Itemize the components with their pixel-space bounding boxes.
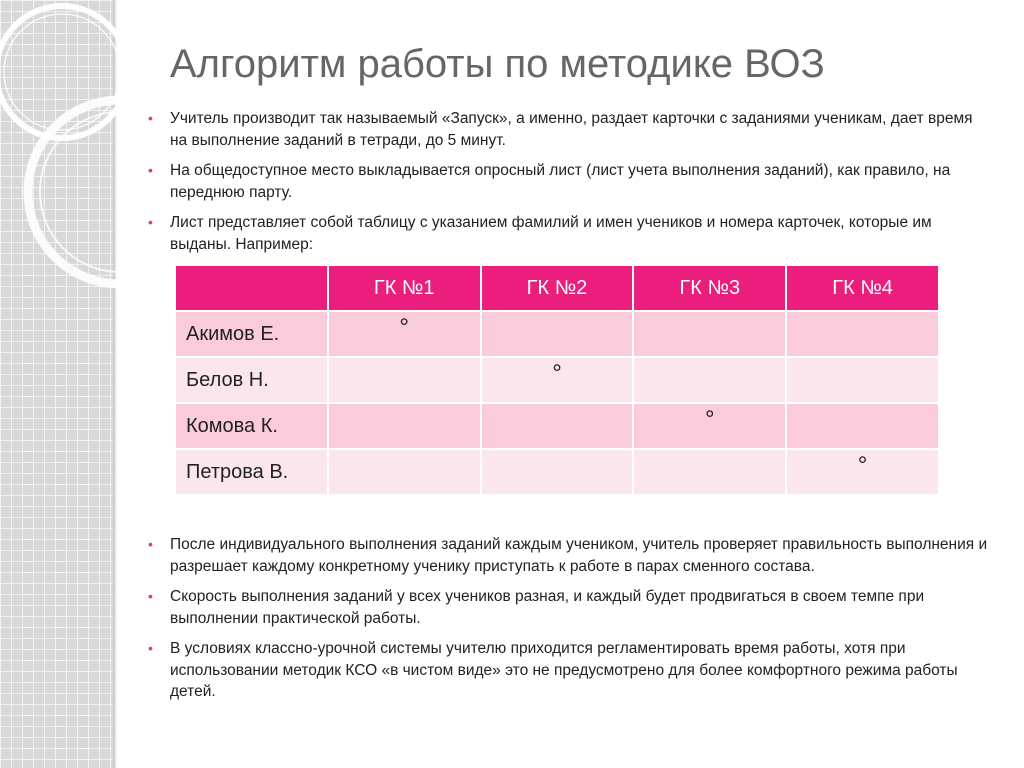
table-cell: [633, 311, 786, 357]
table-cell: [481, 311, 634, 357]
table-row: [175, 357, 939, 403]
table-cell: [786, 357, 939, 403]
table-header-cell: ГК №1: [328, 265, 481, 311]
table-cell: [786, 311, 939, 357]
bullet-dot-icon: •: [148, 110, 153, 126]
table-cell: [328, 403, 481, 449]
bullet-item: • Скорость выполнения заданий у всех учеников разная, и каждый будет продвигаться в своем темпе при выполнении практической работы.: [148, 588, 925, 627]
student-name: Петрова В.: [175, 449, 328, 495]
bullet-dot-icon: •: [148, 588, 153, 604]
student-name: Комова К.: [175, 403, 328, 449]
assignment-table: [174, 264, 940, 496]
table-cell: [481, 449, 634, 495]
table-cell: [328, 449, 481, 495]
table-cell: [633, 449, 786, 495]
table-cell: [633, 403, 786, 449]
table-header-cell: [175, 265, 328, 311]
bullet-item: • После индивидуального выполнения заданий каждым учеником, учитель проверяет правильность выполнения и разрешает каждому конкретному ученику приступать к работе в парах сменного состава.: [148, 536, 988, 575]
bullet-dot-icon: •: [148, 536, 153, 552]
table-header-cell: ГК №2: [481, 265, 634, 311]
student-name: Акимов Е.: [175, 311, 328, 357]
table-cell: [786, 449, 939, 495]
student-name: Белов Н.: [175, 357, 328, 403]
slide-title: Алгоритм работы по методике ВОЗ: [170, 42, 825, 86]
bullet-item: • На общедоступное место выкладывается опросный лист (лист учета выполнения заданий), как правило, на переднюю парту.: [148, 162, 951, 201]
card-mark: °: [552, 360, 562, 387]
bullet-item: • Лист представляет собой таблицу с указанием фамилий и имен учеников и номера карточек, которые им выданы. Например:: [148, 214, 932, 253]
bullet-dot-icon: •: [148, 214, 153, 230]
table-cell: [328, 357, 481, 403]
bullet-item: • Учитель производит так называемый «Запуск», а именно, раздает карточки с заданиями ученикам, дает время на выполнение заданий в тетради, до 5 минут.: [148, 110, 973, 149]
card-mark: °: [399, 314, 409, 341]
table-cell: [481, 357, 634, 403]
bullet-list-top: [148, 108, 988, 264]
table-cell: [786, 403, 939, 449]
table-row: [175, 449, 939, 495]
bullet-item: • В условиях классно-урочной системы учителю приходится регламентировать время работы, хотя при использовании методик КСО «в чистом виде» это не предусмотрено для более комфортного режима работы детей.: [148, 640, 958, 700]
table-header-row: [175, 265, 939, 311]
table-row: [175, 403, 939, 449]
table-header-cell: ГК №4: [786, 265, 939, 311]
table-header-cell: ГК №3: [633, 265, 786, 311]
bullet-dot-icon: •: [148, 162, 153, 178]
bullet-list-bottom: [148, 534, 988, 712]
table-cell: [633, 357, 786, 403]
table-row: [175, 311, 939, 357]
card-mark: °: [857, 452, 868, 479]
table-cell: [328, 311, 481, 357]
card-mark: °: [704, 406, 715, 433]
bullet-dot-icon: •: [148, 640, 153, 656]
table-cell: [481, 403, 634, 449]
